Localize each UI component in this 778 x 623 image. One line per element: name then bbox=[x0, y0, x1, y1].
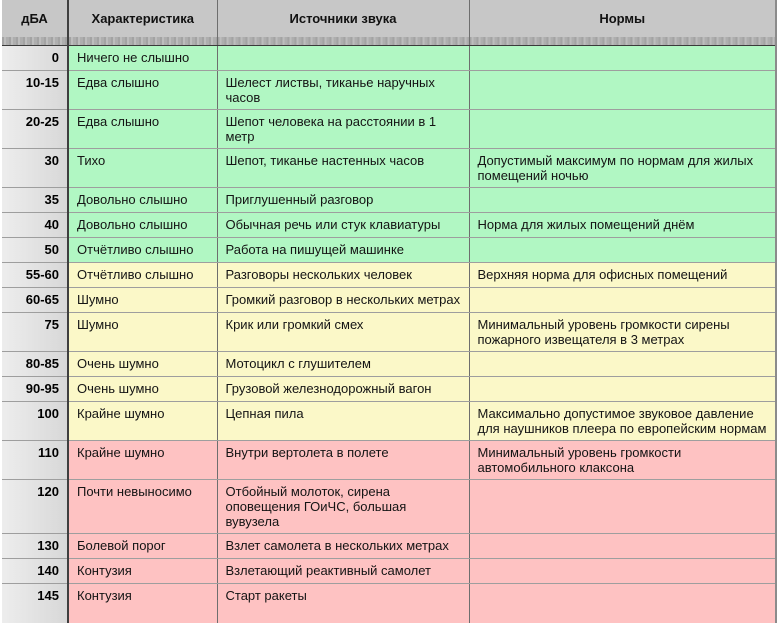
source-cell: Мотоцикл с глушителем bbox=[217, 351, 469, 376]
norm-cell bbox=[469, 109, 776, 148]
table-row bbox=[2, 187, 776, 212]
source-cell bbox=[217, 45, 469, 70]
dba-cell: 110 bbox=[2, 440, 68, 479]
characteristic-cell: Едва слышно bbox=[68, 70, 217, 109]
dba-cell: 40 bbox=[2, 212, 68, 237]
dba-cell: 0 bbox=[2, 45, 68, 70]
source-cell: Шепот человека на расстоянии в 1 метр bbox=[217, 109, 469, 148]
table-row bbox=[2, 45, 776, 70]
table-row bbox=[2, 148, 776, 187]
characteristic-cell: Болевой порог bbox=[68, 533, 217, 558]
norm-cell bbox=[469, 533, 776, 558]
dba-cell: 145 bbox=[2, 583, 68, 623]
source-cell: Внутри вертолета в полете bbox=[217, 440, 469, 479]
dba-cell: 10-15 bbox=[2, 70, 68, 109]
table-row bbox=[2, 70, 776, 109]
characteristic-cell: Шумно bbox=[68, 312, 217, 351]
table-row bbox=[2, 533, 776, 558]
dba-cell: 140 bbox=[2, 558, 68, 583]
header-sound-sources: Источники звука bbox=[217, 0, 469, 45]
dba-cell: 50 bbox=[2, 237, 68, 262]
characteristic-cell: Отчётливо слышно bbox=[68, 262, 217, 287]
dba-cell: 80-85 bbox=[2, 351, 68, 376]
table-row bbox=[2, 479, 776, 533]
source-cell: Громкий разговор в нескольких метрах bbox=[217, 287, 469, 312]
characteristic-cell: Ничего не слышно bbox=[68, 45, 217, 70]
table-row bbox=[2, 212, 776, 237]
table-row bbox=[2, 237, 776, 262]
norm-cell: Минимальный уровень громкости автомобильного клаксона bbox=[469, 440, 776, 479]
source-cell: Взлет самолета в нескольких метрах bbox=[217, 533, 469, 558]
norm-cell bbox=[469, 351, 776, 376]
source-cell: Отбойный молоток, сирена оповещения ГОиЧС, большая вувузела bbox=[217, 479, 469, 533]
norm-cell: Минимальный уровень громкости сирены пожарного извещателя в 3 метрах bbox=[469, 312, 776, 351]
source-cell: Работа на пишущей машинке bbox=[217, 237, 469, 262]
source-cell: Крик или громкий смех bbox=[217, 312, 469, 351]
table-row bbox=[2, 440, 776, 479]
dba-cell: 130 bbox=[2, 533, 68, 558]
source-cell: Разговоры нескольких человек bbox=[217, 262, 469, 287]
characteristic-cell: Крайне шумно bbox=[68, 401, 217, 440]
norm-cell bbox=[469, 558, 776, 583]
table-row bbox=[2, 287, 776, 312]
norm-cell bbox=[469, 45, 776, 70]
dba-cell: 35 bbox=[2, 187, 68, 212]
characteristic-cell: Очень шумно bbox=[68, 376, 217, 401]
norm-cell: Допустимый максимум по нормам для жилых помещений ночью bbox=[469, 148, 776, 187]
source-cell: Старт ракеты bbox=[217, 583, 469, 623]
header-dba: дБА bbox=[2, 0, 68, 45]
noise-table bbox=[2, 0, 777, 623]
source-cell: Шепот, тиканье настенных часов bbox=[217, 148, 469, 187]
norm-cell: Норма для жилых помещений днём bbox=[469, 212, 776, 237]
norm-cell bbox=[469, 583, 776, 623]
header-row bbox=[2, 0, 776, 45]
dba-cell: 100 bbox=[2, 401, 68, 440]
dba-cell: 90-95 bbox=[2, 376, 68, 401]
norm-cell bbox=[469, 479, 776, 533]
norm-cell bbox=[469, 237, 776, 262]
table-row bbox=[2, 376, 776, 401]
source-cell: Приглушенный разговор bbox=[217, 187, 469, 212]
header-characteristic: Характеристика bbox=[68, 0, 217, 45]
characteristic-cell: Очень шумно bbox=[68, 351, 217, 376]
source-cell: Обычная речь или стук клавиатуры bbox=[217, 212, 469, 237]
characteristic-cell: Тихо bbox=[68, 148, 217, 187]
characteristic-cell: Довольно слышно bbox=[68, 187, 217, 212]
dba-cell: 55-60 bbox=[2, 262, 68, 287]
source-cell: Цепная пила bbox=[217, 401, 469, 440]
source-cell: Взлетающий реактивный самолет bbox=[217, 558, 469, 583]
table-header bbox=[2, 0, 776, 45]
characteristic-cell: Крайне шумно bbox=[68, 440, 217, 479]
dba-cell: 20-25 bbox=[2, 109, 68, 148]
dba-cell: 75 bbox=[2, 312, 68, 351]
table-row bbox=[2, 351, 776, 376]
characteristic-cell: Шумно bbox=[68, 287, 217, 312]
characteristic-cell: Довольно слышно bbox=[68, 212, 217, 237]
norm-cell: Верхняя норма для офисных помещений bbox=[469, 262, 776, 287]
norm-cell bbox=[469, 287, 776, 312]
norm-cell bbox=[469, 70, 776, 109]
characteristic-cell: Отчётливо слышно bbox=[68, 237, 217, 262]
table-row bbox=[2, 401, 776, 440]
norm-cell: Максимально допустимое звуковое давление для наушников плеера по европейским нормам bbox=[469, 401, 776, 440]
characteristic-cell: Едва слышно bbox=[68, 109, 217, 148]
characteristic-cell: Почти невыносимо bbox=[68, 479, 217, 533]
characteristic-cell: Контузия bbox=[68, 583, 217, 623]
norm-cell bbox=[469, 376, 776, 401]
table-row bbox=[2, 109, 776, 148]
table-body bbox=[2, 45, 776, 623]
header-norms: Нормы bbox=[469, 0, 776, 45]
table-row bbox=[2, 583, 776, 623]
norm-cell bbox=[469, 187, 776, 212]
source-cell: Шелест листвы, тиканье наручных часов bbox=[217, 70, 469, 109]
dba-cell: 30 bbox=[2, 148, 68, 187]
table-row bbox=[2, 312, 776, 351]
dba-cell: 120 bbox=[2, 479, 68, 533]
table-row bbox=[2, 558, 776, 583]
dba-cell: 60-65 bbox=[2, 287, 68, 312]
table-row bbox=[2, 262, 776, 287]
characteristic-cell: Контузия bbox=[68, 558, 217, 583]
source-cell: Грузовой железнодорожный вагон bbox=[217, 376, 469, 401]
